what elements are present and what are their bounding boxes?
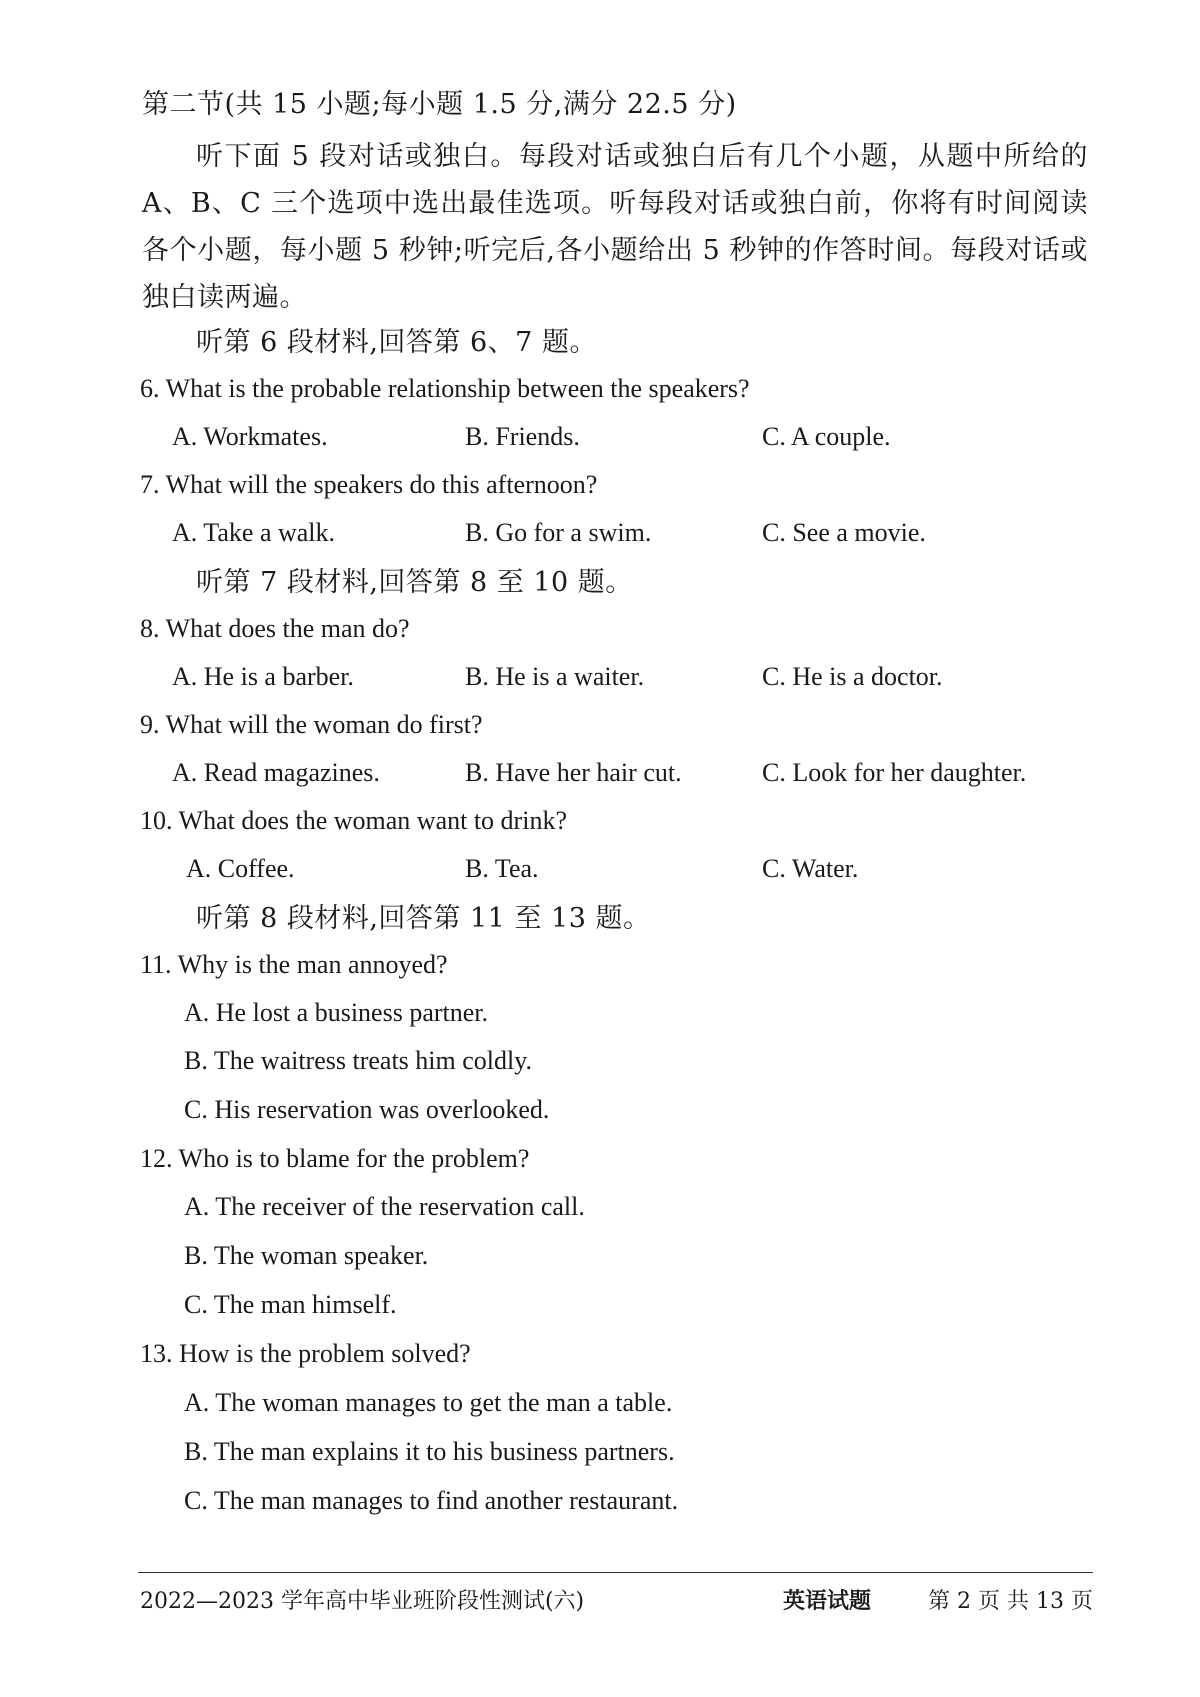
option-11c: C. His reservation was overlooked. — [184, 1095, 550, 1124]
question-stem-12: 12. Who is to blame for the problem? — [140, 1144, 530, 1173]
option-12a: A. The receiver of the reservation call. — [184, 1192, 585, 1221]
option-7b: B. Go for a swim. — [465, 518, 652, 547]
option-10a: A. Coffee. — [186, 854, 295, 883]
option-12c: C. The man himself. — [184, 1290, 397, 1319]
group-label-2: 听第 7 段材料,回答第 8 至 10 题。 — [196, 567, 633, 598]
option-11b: B. The waitress treats him coldly. — [184, 1046, 533, 1075]
section-instructions: 听下面 5 段对话或独白。每段对话或独白后有几个小题，从题中所给的 A、B、C 三个选项中选出最佳选项。听每段对话或独白前，你将有时间阅读各个小题，每小题 5 秒钟;听完后,各小题给出 5 秒钟的作答时间。每段对话或独白读两遍。 — [142, 141, 1088, 313]
option-7a: A. Take a walk. — [172, 518, 336, 547]
question-stem-10: 10. What does the woman want to drink? — [140, 806, 567, 835]
section-title: 第二节(共 15 小题;每小题 1.5 分,满分 22.5 分) — [142, 89, 737, 120]
option-6c: C. A couple. — [762, 422, 891, 451]
question-stem-11: 11. Why is the man annoyed? — [140, 950, 448, 979]
group-label-3: 听第 8 段材料,回答第 11 至 13 题。 — [196, 903, 651, 934]
option-8c: C. He is a doctor. — [762, 662, 943, 691]
question-stem-7: 7. What will the speakers do this afternoon? — [140, 470, 598, 499]
footer-page-number: 第 2 页 共 13 页 — [928, 1589, 1093, 1614]
footer-divider — [138, 1572, 1093, 1573]
option-12b: B. The woman speaker. — [184, 1241, 429, 1270]
question-stem-6: 6. What is the probable relationship between the speakers? — [140, 374, 750, 403]
option-6a: A. Workmates. — [172, 422, 328, 451]
option-11a: A. He lost a business partner. — [184, 998, 489, 1027]
question-stem-9: 9. What will the woman do first? — [140, 710, 483, 739]
option-13b: B. The man explains it to his business partners. — [184, 1437, 675, 1466]
option-6b: B. Friends. — [465, 422, 580, 451]
option-7c: C. See a movie. — [762, 518, 926, 547]
group-label-1: 听第 6 段材料,回答第 6、7 题。 — [196, 327, 597, 358]
option-8a: A. He is a barber. — [172, 662, 354, 691]
option-9c: C. Look for her daughter. — [762, 758, 1027, 787]
option-10c: C. Water. — [762, 854, 859, 883]
question-stem-13: 13. How is the problem solved? — [140, 1339, 471, 1368]
option-13a: A. The woman manages to get the man a table. — [184, 1388, 673, 1417]
option-9b: B. Have her hair cut. — [465, 758, 682, 787]
option-10b: B. Tea. — [465, 854, 539, 883]
question-stem-8: 8. What does the man do? — [140, 614, 410, 643]
footer-exam-title: 2022—2023 学年高中毕业班阶段性测试(六) — [140, 1589, 585, 1614]
option-13c: C. The man manages to find another restaurant. — [184, 1486, 679, 1515]
footer-subject: 英语试题 — [783, 1588, 872, 1614]
option-9a: A. Read magazines. — [172, 758, 380, 787]
option-8b: B. He is a waiter. — [465, 662, 645, 691]
